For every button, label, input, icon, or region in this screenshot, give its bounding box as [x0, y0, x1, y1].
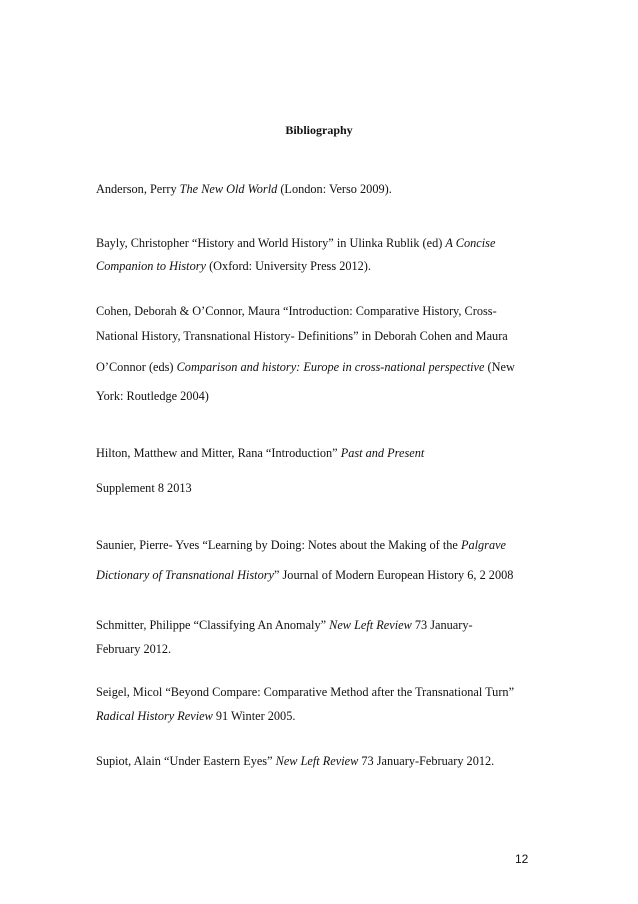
- citation-text: Supiot, Alain “Under Eastern Eyes”: [96, 754, 276, 768]
- italic-title-text: Radical History Review: [96, 709, 213, 723]
- citation-text: National History, Transnational History- Definitions” in Deborah Cohen and Maura: [96, 329, 508, 343]
- citation-text: Anderson, Perry: [96, 182, 180, 196]
- bibliography-entry-line: [96, 683, 546, 701]
- italic-title-text: New Left Review: [275, 754, 359, 768]
- bibliography-entry-line: [96, 566, 546, 584]
- citation-text: O’Connor (eds): [96, 360, 177, 374]
- citation-text: 73 January-: [411, 618, 473, 632]
- citation-text: (London: Verso 2009).: [277, 182, 392, 196]
- italic-title-text: New Left Review: [329, 618, 412, 632]
- bibliography-entry-line: [96, 180, 546, 198]
- page-heading: Bibliography: [285, 123, 353, 137]
- bibliography-entry-line: [96, 752, 546, 770]
- citation-text: Saunier, Pierre- Yves “Learning by Doing: Notes about the Making of the: [96, 538, 461, 552]
- italic-title-text: Past and Present: [340, 446, 425, 460]
- citation-text: York: Routledge 2004): [96, 389, 209, 403]
- bibliography-entry-line: [96, 444, 546, 462]
- bibliography-entry-line: [96, 707, 546, 725]
- bibliography-entry-line: [96, 302, 546, 320]
- bibliography-entry-line: [96, 358, 546, 376]
- citation-text: Schmitter, Philippe “Classifying An Anomaly”: [96, 618, 330, 632]
- page-number: 12: [515, 852, 529, 866]
- italic-title-text: Dictionary of Transnational History: [96, 568, 274, 582]
- bibliography-entry-line: [96, 387, 546, 405]
- citation-text: Hilton, Matthew and Mitter, Rana “Introduction”: [96, 446, 341, 460]
- bibliography-entry-line: [96, 234, 546, 252]
- italic-title-text: Companion to History: [96, 259, 206, 273]
- bibliography-entry-line: [96, 327, 546, 345]
- citation-text: (Oxford: University Press 2012).: [206, 259, 371, 273]
- citation-text: Supplement 8 2013: [96, 481, 192, 495]
- citation-text: Bayly, Christopher “History and World History” in Ulinka Rublik (ed): [96, 236, 446, 250]
- citation-text: 73 January-February 2012.: [358, 754, 495, 768]
- bibliography-entry-line: [96, 479, 546, 497]
- italic-title-text: A Concise: [445, 236, 496, 250]
- bibliography-entry-line: [96, 257, 546, 275]
- citation-text: 91 Winter 2005.: [212, 709, 296, 723]
- citation-text: ” Journal of Modern European History 6, 2 2008: [273, 568, 514, 582]
- italic-title-text: Comparison and history: Europe in cross-national perspective: [176, 360, 485, 374]
- italic-title-text: The New Old World: [179, 182, 278, 196]
- bibliography-entry-line: [96, 536, 546, 554]
- citation-text: February 2012.: [96, 642, 172, 656]
- italic-title-text: Palgrave: [460, 538, 507, 552]
- citation-text: (New: [484, 360, 515, 374]
- bibliography-entry-line: [96, 640, 546, 658]
- citation-text: Cohen, Deborah & O’Connor, Maura “Introduction: Comparative History, Cross-: [96, 304, 497, 318]
- citation-text: Seigel, Micol “Beyond Compare: Comparative Method after the Transnational Turn”: [96, 685, 515, 699]
- bibliography-entry-line: [96, 616, 546, 634]
